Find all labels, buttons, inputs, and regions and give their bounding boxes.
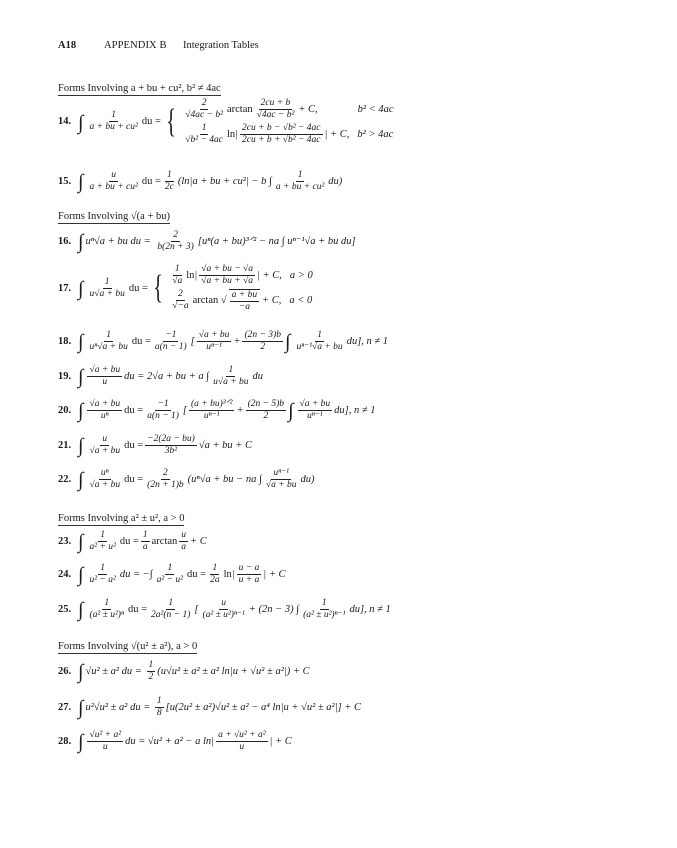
math-term: du) bbox=[328, 175, 343, 187]
math-term: u√a + bu bbox=[213, 376, 249, 387]
formula-16 bbox=[58, 230, 356, 253]
math-term: 2 bbox=[178, 289, 183, 300]
math-term: + C, bbox=[330, 128, 350, 140]
math-term: uⁿ bbox=[100, 468, 109, 478]
fraction bbox=[183, 123, 225, 146]
fraction bbox=[87, 530, 117, 553]
math-term: a > 0 bbox=[289, 269, 313, 281]
math-term: ∫ bbox=[78, 531, 84, 554]
math-term: u bbox=[111, 170, 117, 180]
formula-25 bbox=[58, 598, 391, 621]
math-term: arctan bbox=[151, 535, 178, 547]
math-term: ∫ bbox=[78, 400, 84, 423]
formula-19 bbox=[58, 365, 263, 388]
math-term: 1 bbox=[111, 110, 117, 121]
math-term: du) bbox=[300, 473, 315, 485]
math-term: | bbox=[211, 735, 215, 747]
math-term: 2 bbox=[173, 230, 178, 240]
math-term: a(n − 1) bbox=[147, 410, 179, 421]
math-term: √−a bbox=[172, 301, 189, 312]
math-term: [u(2u² ± a²)√u² ± a² − a⁴ ln|u + √u² ± a²|] + C bbox=[165, 701, 362, 713]
math-term: [ bbox=[194, 603, 199, 615]
math-term: √u² + a² bbox=[89, 730, 122, 740]
formula-22 bbox=[58, 468, 315, 491]
fraction bbox=[145, 434, 197, 457]
math-term: 1 bbox=[142, 530, 148, 540]
math-term: √a + bu bbox=[265, 479, 297, 490]
math-term: 1 bbox=[168, 598, 174, 608]
section-heading-quadratic: Forms Involving a + bu + cu², b² ≠ 4ac bbox=[58, 83, 221, 94]
math-term: 2 bbox=[163, 468, 168, 478]
running-title: Integration Tables bbox=[183, 40, 259, 51]
math-term: 1 bbox=[167, 170, 172, 180]
math-term: + C bbox=[190, 535, 207, 547]
fraction bbox=[301, 598, 347, 621]
math-term: √b² − 4ac bbox=[185, 134, 223, 145]
formula-number: 21. bbox=[58, 439, 72, 451]
formula-26 bbox=[58, 660, 310, 683]
fraction bbox=[179, 530, 188, 553]
formula-27 bbox=[58, 696, 361, 719]
formula-14 bbox=[58, 98, 394, 146]
math-term: 1 bbox=[100, 530, 106, 540]
math-term: 2 bbox=[263, 410, 269, 421]
fraction bbox=[229, 289, 260, 313]
math-term: ∫ bbox=[78, 331, 84, 354]
formula-21 bbox=[58, 434, 252, 457]
math-term: ln bbox=[223, 568, 232, 580]
math-term: (u√u² ± a² ± a² ln|u + √u² ± a²|) + C bbox=[157, 665, 310, 677]
math-term: a(n − 1) bbox=[154, 341, 187, 352]
math-term: du = bbox=[187, 568, 207, 580]
math-term: du = bbox=[124, 439, 144, 451]
fraction bbox=[199, 264, 255, 287]
math-term: (2n − 3)b bbox=[244, 330, 281, 340]
math-term: uⁿ⁻¹ bbox=[273, 468, 290, 478]
math-term: ln bbox=[186, 269, 195, 281]
fraction bbox=[274, 170, 326, 193]
math-term: arctan bbox=[192, 295, 219, 307]
fraction bbox=[298, 399, 333, 422]
formula-number: 26. bbox=[58, 665, 72, 677]
math-term: + bbox=[236, 404, 244, 416]
math-term: uⁿ bbox=[100, 410, 109, 421]
math-term: ∫ bbox=[284, 331, 291, 354]
fraction bbox=[200, 598, 246, 621]
math-term: b(2n + 3) bbox=[157, 241, 194, 252]
fraction bbox=[240, 123, 322, 146]
math-term: 2cu + b bbox=[260, 98, 291, 108]
section-heading-sqrt-squares: Forms Involving √(u² ± a²), a > 0 bbox=[58, 641, 198, 652]
fraction bbox=[147, 660, 156, 683]
math-term: 1 bbox=[201, 122, 207, 133]
fraction bbox=[153, 330, 189, 353]
math-term: 1 bbox=[100, 563, 106, 573]
formula-number: 17. bbox=[58, 282, 72, 294]
math-term: (a + bu)³ᐟ² bbox=[191, 399, 233, 409]
formula-number: 24. bbox=[58, 568, 72, 580]
math-term: √a + bu + C bbox=[198, 439, 252, 451]
math-term: uⁿ⁻¹ bbox=[203, 410, 220, 421]
formula-number: 19. bbox=[58, 370, 72, 382]
math-term: ln bbox=[226, 128, 236, 140]
math-term: u bbox=[221, 598, 226, 608]
formula-number: 16. bbox=[58, 235, 72, 247]
page-header bbox=[58, 40, 259, 51]
fraction bbox=[246, 399, 287, 422]
formula-number: 20. bbox=[58, 404, 72, 416]
math-term: uⁿ√a + bu du = bbox=[85, 235, 151, 247]
math-term: b² < 4ac bbox=[357, 103, 394, 115]
math-term: u√a + bu bbox=[89, 288, 125, 299]
math-term: √a + bu bbox=[198, 330, 230, 340]
math-term: + C, bbox=[262, 269, 282, 281]
fraction bbox=[87, 277, 126, 300]
math-term: b² > 4ac bbox=[357, 128, 394, 140]
fraction bbox=[294, 330, 344, 353]
math-term: du = bbox=[128, 282, 148, 294]
formula-18 bbox=[58, 330, 388, 353]
math-term: √a + bu bbox=[89, 399, 121, 409]
formula-number: 22. bbox=[58, 473, 72, 485]
fraction bbox=[87, 365, 122, 388]
math-term: + C bbox=[275, 735, 292, 747]
fraction bbox=[87, 330, 129, 353]
math-term: √4ac − b² bbox=[185, 109, 223, 120]
formula-number: 28. bbox=[58, 735, 72, 747]
math-term: 2 bbox=[201, 98, 207, 108]
math-term: + bbox=[233, 335, 241, 347]
fraction bbox=[87, 598, 125, 621]
math-term: u bbox=[102, 376, 108, 387]
fraction bbox=[264, 468, 299, 491]
fraction bbox=[211, 365, 250, 388]
math-term: 2cu + b − √b² − 4ac bbox=[242, 122, 321, 133]
math-term: u bbox=[181, 530, 187, 540]
case-1 bbox=[168, 264, 312, 287]
math-term: −2(2a − bu) bbox=[147, 434, 195, 444]
math-term: | bbox=[235, 128, 239, 140]
math-term: ∫ bbox=[78, 661, 84, 684]
math-term: du], n ≠ 1 bbox=[334, 404, 376, 416]
math-term: a + bu + cu² bbox=[89, 122, 138, 133]
math-term: u + a bbox=[238, 574, 260, 585]
math-term: ∫ bbox=[78, 564, 84, 587]
fraction bbox=[87, 563, 117, 586]
math-term: (ln|a + bu + cu²| − b ∫ bbox=[177, 175, 272, 187]
fraction bbox=[208, 563, 222, 586]
formula-number: 14. bbox=[58, 116, 72, 128]
formula-number: 27. bbox=[58, 701, 72, 713]
math-term: u bbox=[102, 434, 108, 444]
fraction bbox=[145, 468, 186, 491]
math-term: (uⁿ√a + bu − na ∫ bbox=[187, 473, 262, 485]
math-term: ∫ bbox=[78, 231, 84, 254]
math-term: [uⁿ(a + bu)³ᐟ² − na ∫ uⁿ⁻¹√a + bu du] bbox=[197, 236, 356, 248]
math-term: ∫ bbox=[78, 366, 84, 389]
math-term: arctan bbox=[226, 103, 253, 115]
math-term: a + bu + cu² bbox=[89, 181, 138, 192]
math-term: + C bbox=[268, 568, 286, 580]
math-term: (2n − 5)b bbox=[247, 399, 285, 409]
math-term: + C, bbox=[298, 103, 318, 115]
math-term: √a + bu bbox=[89, 479, 121, 490]
math-term: ∫ bbox=[78, 435, 84, 458]
math-term: (a² ± u²)ⁿ⁻¹ bbox=[303, 609, 346, 620]
math-term: √a + bu bbox=[89, 445, 121, 456]
math-term: √a + bu bbox=[299, 399, 331, 409]
formula-17 bbox=[58, 264, 313, 313]
math-term: ∫ bbox=[78, 171, 84, 194]
formula-number: 15. bbox=[58, 175, 72, 187]
math-term: a² − u² bbox=[156, 574, 184, 585]
math-term: 2c bbox=[164, 181, 174, 192]
fraction bbox=[170, 264, 184, 287]
fraction bbox=[87, 730, 123, 753]
section-heading-sqrt-linear: Forms Involving √(a + bu) bbox=[58, 211, 171, 222]
math-term: 1 bbox=[212, 563, 218, 573]
fraction bbox=[242, 330, 283, 353]
appendix-label: APPENDIX B bbox=[104, 40, 167, 51]
fraction bbox=[87, 434, 122, 457]
math-term: | bbox=[269, 735, 273, 747]
math-term: a < 0 bbox=[289, 295, 313, 307]
math-term bbox=[168, 264, 312, 313]
fraction bbox=[155, 563, 185, 586]
fraction bbox=[197, 330, 232, 353]
math-term: uⁿ⁻¹√a + bu bbox=[296, 341, 343, 352]
math-term: ∫ bbox=[78, 731, 84, 754]
math-term: 2a²(n − 1) bbox=[151, 609, 191, 620]
formula-23 bbox=[58, 530, 207, 553]
math-term: du bbox=[252, 370, 264, 382]
math-term: + (2n − 3) ∫ bbox=[248, 603, 300, 615]
math-term: u bbox=[102, 741, 108, 752]
math-term: du], n ≠ 1 bbox=[346, 335, 389, 347]
math-term: √a bbox=[172, 275, 183, 286]
math-term: a + bu + cu² bbox=[275, 181, 325, 192]
math-term: u bbox=[239, 741, 245, 752]
case-2: 2 √−a arctan √ a + bu −a + C, a < 0 bbox=[172, 289, 313, 312]
fraction bbox=[170, 289, 190, 312]
math-term: 1 bbox=[104, 276, 110, 287]
math-term: | bbox=[231, 568, 235, 580]
math-term: 1 bbox=[167, 563, 173, 573]
math-term: [ bbox=[182, 404, 187, 416]
math-term: du], n ≠ 1 bbox=[349, 603, 391, 615]
math-term: | bbox=[263, 568, 267, 580]
math-term: u²√u² ± a² du = bbox=[85, 701, 151, 713]
math-term: uⁿ√a + bu bbox=[89, 341, 128, 352]
fraction bbox=[155, 230, 196, 253]
math-term: (a² ± u²)ⁿ bbox=[89, 609, 124, 620]
math-term: √4ac − b² bbox=[256, 109, 295, 120]
formula-number: 18. bbox=[58, 335, 72, 347]
fraction bbox=[145, 399, 181, 422]
math-term: du = bbox=[141, 175, 161, 187]
math-term: (2n + 1)b bbox=[147, 479, 184, 490]
math-term: −1 bbox=[165, 330, 177, 340]
math-term: 2cu + b + √b² − 4ac bbox=[242, 134, 321, 145]
math-term: a² + u² bbox=[89, 541, 116, 552]
math-term: −a bbox=[238, 301, 250, 312]
fraction bbox=[149, 598, 192, 621]
math-term: ∫ bbox=[288, 400, 294, 423]
math-term: ∫ bbox=[78, 599, 84, 622]
math-term: [ bbox=[190, 335, 195, 347]
math-term: u − a bbox=[238, 563, 260, 573]
math-term: uⁿ⁻¹ bbox=[307, 410, 323, 421]
math-term bbox=[181, 98, 393, 146]
math-term: | bbox=[257, 269, 260, 281]
fraction bbox=[87, 110, 139, 133]
fraction bbox=[216, 730, 267, 753]
fraction bbox=[87, 468, 122, 491]
math-term: 1 bbox=[106, 330, 112, 340]
case-2 bbox=[181, 123, 393, 146]
page-number: A18 bbox=[58, 40, 77, 51]
math-term: √u² ± a² du = bbox=[85, 665, 142, 677]
formula-28 bbox=[58, 730, 292, 753]
math-term: du = bbox=[119, 535, 139, 547]
math-term: 1 bbox=[317, 330, 322, 340]
math-term: −1 bbox=[157, 399, 169, 409]
formula-24 bbox=[58, 563, 286, 586]
fraction bbox=[87, 399, 122, 422]
math-term: du = 2√a + bu + a ∫ bbox=[124, 370, 210, 382]
math-term: du = bbox=[141, 116, 161, 128]
math-term: 2a bbox=[210, 574, 220, 585]
math-term: 2 bbox=[260, 341, 266, 352]
math-term: √a + bu bbox=[89, 365, 121, 375]
formula-number: 23. bbox=[58, 535, 72, 547]
math-term: 8 bbox=[156, 707, 162, 718]
fraction bbox=[255, 98, 297, 121]
fraction bbox=[183, 98, 225, 121]
math-term: ∫ bbox=[78, 278, 84, 301]
section-heading-squares: Forms Involving a² ± u², a > 0 bbox=[58, 513, 185, 524]
fraction bbox=[163, 170, 176, 193]
formula-20 bbox=[58, 399, 376, 422]
math-term: a + bu bbox=[231, 289, 258, 300]
case-1 bbox=[181, 98, 393, 121]
math-term: uⁿ⁻¹ bbox=[206, 341, 222, 352]
fraction bbox=[87, 170, 139, 193]
formula-15 bbox=[58, 170, 342, 193]
math-term: ∫ bbox=[78, 469, 84, 492]
math-term: √a + bu − √a bbox=[201, 264, 254, 274]
math-term: √a + bu + √a bbox=[201, 275, 254, 286]
case-brace: { bbox=[166, 102, 176, 140]
math-term: 1 bbox=[297, 170, 303, 180]
math-term: + C, bbox=[262, 295, 282, 307]
math-term: ∫ bbox=[78, 697, 84, 720]
fraction bbox=[189, 399, 234, 422]
math-term: a bbox=[142, 541, 148, 552]
math-term: a + √u² + a² bbox=[218, 730, 266, 740]
math-term: du = bbox=[124, 473, 144, 485]
integral-sign: ∫ bbox=[78, 111, 84, 134]
math-term: | bbox=[194, 269, 198, 281]
math-term: (a² ± u²)ⁿ⁻¹ bbox=[202, 609, 245, 620]
math-term: du = bbox=[124, 404, 144, 416]
math-term: 3b² bbox=[164, 445, 178, 456]
math-term: 1 bbox=[148, 660, 154, 670]
math-term: 1 bbox=[174, 264, 180, 274]
math-term: 1 bbox=[228, 365, 234, 375]
math-term: 1 bbox=[104, 598, 110, 608]
math-term: 1 bbox=[321, 598, 327, 608]
math-term: 2 bbox=[148, 671, 154, 682]
fraction bbox=[237, 563, 262, 586]
case-brace: { bbox=[153, 269, 163, 307]
math-term: du = −∫ bbox=[119, 568, 153, 580]
math-term: 1 bbox=[156, 696, 162, 706]
math-term: a bbox=[181, 541, 187, 552]
fraction bbox=[141, 530, 150, 553]
fraction bbox=[155, 696, 164, 719]
math-term: du = bbox=[127, 603, 148, 615]
math-term: u² − a² bbox=[89, 574, 116, 585]
math-term: du = √u² + a² − a ln bbox=[125, 735, 212, 747]
math-term: du = bbox=[131, 335, 151, 347]
math-term: | bbox=[324, 128, 328, 140]
formula-number: 25. bbox=[58, 603, 72, 615]
